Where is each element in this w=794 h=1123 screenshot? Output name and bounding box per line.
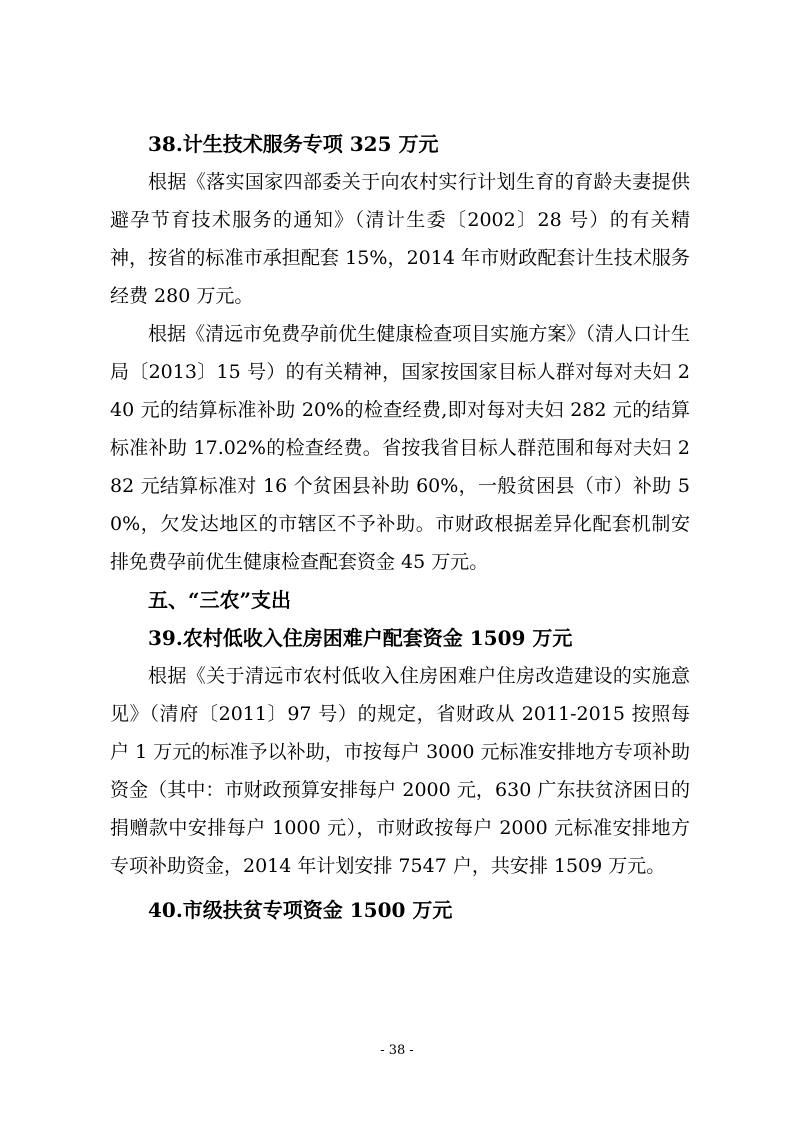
heading-item-40: 40.市级扶贫专项资金 1500 万元 [148,898,453,922]
section-heading-agriculture: 五、“三农”支出 [148,588,292,612]
heading-item-39: 39.农村低收入住房困难户配套资金 1509 万元 [148,626,573,650]
page-number: - 38 - [380,1043,414,1058]
paragraph-family-planning-service: 根据《落实国家四部委关于向农村实行计划生育的育龄夫妻提供避孕节育技术服务的通知》（清计生委〔2002〕28 号）的有关精神，按省的标准市承担配套 15%，2014 年市财政配套计生技术服务经费 280 万元。 [110,171,690,307]
heading-item-38: 38.计生技术服务专项 325 万元 [148,132,439,156]
document-body [110,125,690,929]
paragraph-rural-housing: 根据《关于清远市农村低收入住房困难户住房改造建设的实施意见》（清府〔2011〕97 号）的规定，省财政从 2011-2015 按照每户 1 万元的标准予以补助，市按每户 3000 元标准安排地方专项补助资金（其中：市财政预算安排每户 2000 元，630 广东扶贫济困日的捐赠款中安排每户 1000 元），市财政按每户 2000 元标准安排地方专项补助资金，2014 年计划安排 7547 户，共安排 1509 万元。 [110,665,690,877]
paragraph-prenatal-health-check: 根据《清远市免费孕前优生健康检查项目实施方案》（清人口计生局〔2013〕15 号）的有关精神，国家按国家目标人群对每对夫妇 240 元的结算标准补助 20%的检查经费,即对每对夫妇 282 元的结算标准补助 17.02%的检查经费。省按我省目标人群范围和每对夫妇 282 元结算标准对 16 个贫困县补助 60%，一般贫困县（市）补助 50%，欠发达地区的市辖区不予补助。市财政根据差异化配套机制安排免费孕前优生健康检查配套资金 45 万元。 [110,323,690,573]
